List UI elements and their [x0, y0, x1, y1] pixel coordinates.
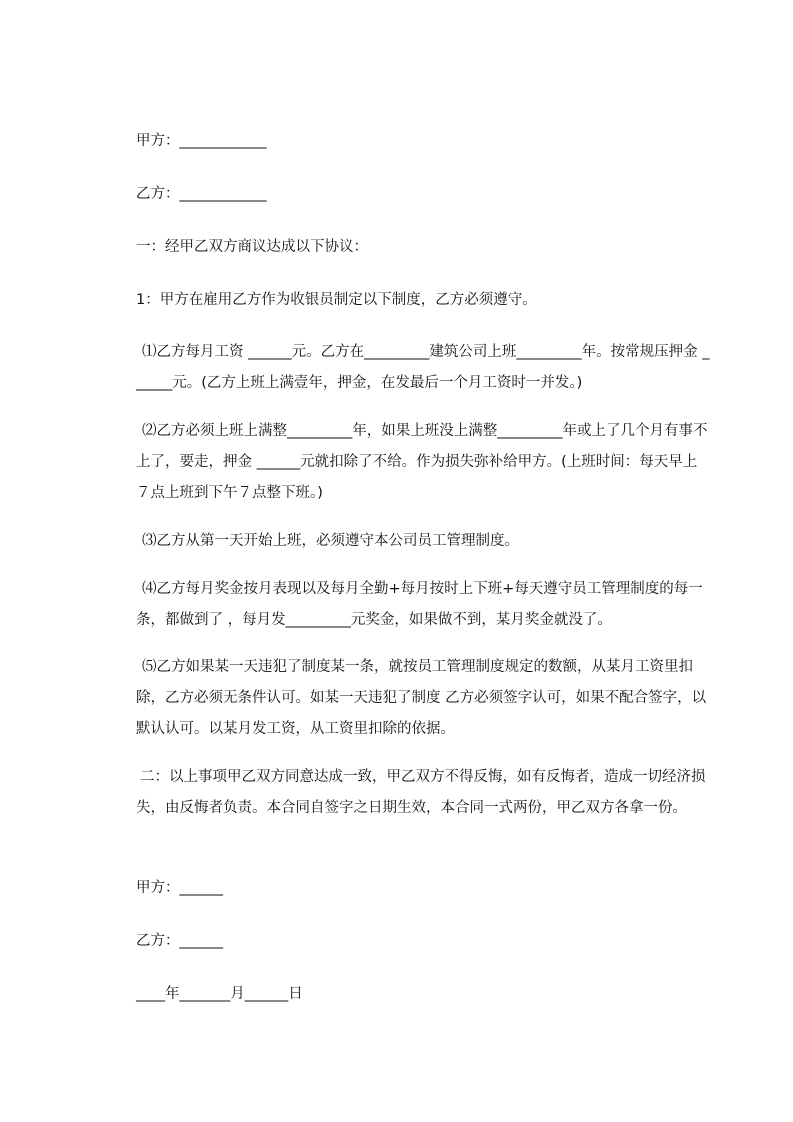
party-a-signature: 甲方：______ — [136, 880, 223, 896]
item-4-bonus: ⑷乙方每月奖金按月表现以及每月全勤+每月按时上下班+每天遵守员工管理制度的每一条，都做到了 ，每月发_________元奖金，如果做不到，某月奖金就没了。 — [136, 581, 703, 628]
party-b-header: 乙方：____________ — [136, 186, 267, 202]
section-one-heading: 一：经甲乙双方商议达成以下协议： — [136, 239, 368, 255]
item-3-rules: ⑶乙方从第一天开始上班，必须遵守本公司员工管理制度。 — [142, 533, 519, 549]
party-b-signature: 乙方：______ — [136, 933, 223, 949]
clause-one: 1：甲方在雇用乙方作为收银员制定以下制度，乙方必须遵守。 — [136, 292, 537, 308]
date-line: ____年_______月______日 — [136, 986, 303, 1002]
section-two: 二：以上事项甲乙双方同意达成一致，甲乙双方不得反悔，如有反悔者，造成一切经济损失，由反悔者负责。本合同自签字之日期生效，本合同一式两份，甲乙双方各拿一份。 — [136, 769, 706, 816]
item-2-service-term: ⑵乙方必须上班上满整_________年，如果上班没上满整_________年或上了几个月有事不上了，要走，押金 ______元就扣除了不给。作为损失弥补给甲方。(上班时间：每天早上７点上班到下午７点整下班。) — [136, 423, 708, 501]
party-a-header: 甲方：____________ — [136, 133, 267, 149]
item-1-wage-deposit: ⑴乙方每月工资 ______元。乙方在_________建筑公司上班_________年。按常规压押金 ______元。(乙方上班上满壹年，押金，在发最后一个月工资时一并发。) — [136, 344, 710, 391]
item-5-deduction: ⑸乙方如果某一天违犯了制度某一条，就按员工管理制度规定的数额，从某月工资里扣除，乙方必须无条件认可。如某一天违犯了制度 乙方必须签字认可，如果不配合签字，以默认认可。以某月发工资，从工资里扣除的依据。 — [136, 659, 707, 737]
